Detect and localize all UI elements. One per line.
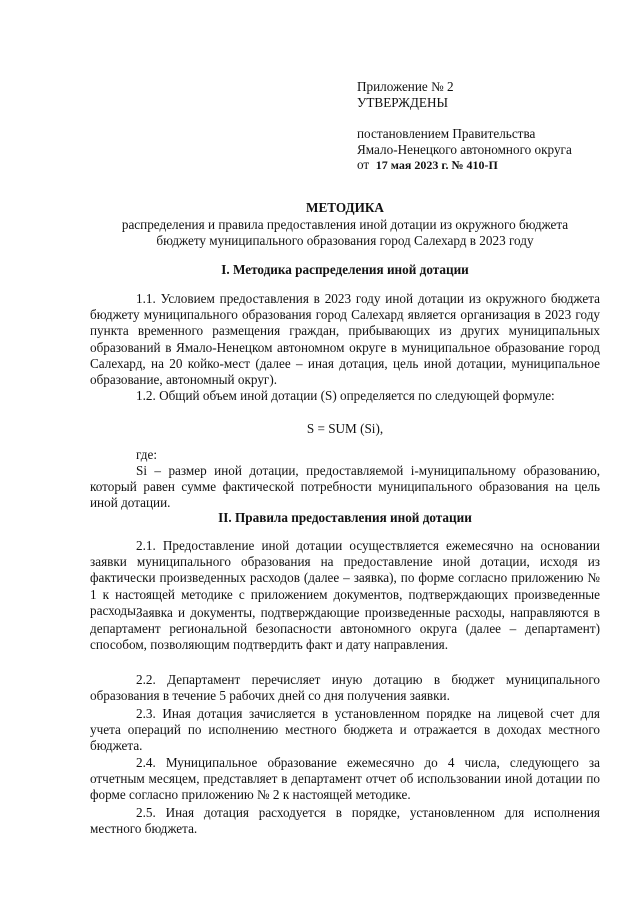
paragraph-2-4: 2.4. Муниципальное образование ежемесячно до 4 числа, следующего за отчетным месяцем, представляет в департамент отчет об использовании иной дотации по форме согласно приложению № 2 к настоящей методике. — [90, 755, 600, 803]
paragraph-2-1: 2.1. Предоставление иной дотации осуществляется ежемесячно на основании заявки муниципального образования на предоставление иной дотации, исходя из фактически произведенных расходов (далее – заявка), по форме согласно приложению № 1 к настоящей методике с приложением документов, подтверждающих произведенные расходы. — [90, 538, 600, 618]
si-definition: Si – размер иной дотации, предоставляемой i-муниципальному образованию, который равен сумме фактической потребности муниципального образования на цель иной дотации. — [90, 463, 600, 511]
paragraph-2-1b: Заявка и документы, подтверждающие произведенные расходы, направляются в департамент региональной безопасности автономного округа (далее – департамент) способом, позволяющим подтвердить факт и дату направления. — [90, 605, 600, 653]
formula: S = SUM (Si), — [306, 421, 384, 436]
title-line-1: распределения и правила предоставления иной дотации из окружного бюджета — [121, 217, 569, 232]
title-line-2: бюджету муниципального образования город Салехард в 2023 году — [156, 233, 534, 248]
decree-line-2: Ямало-Ненецкого автономного округа — [357, 141, 572, 157]
where-label: где: — [136, 447, 157, 462]
paragraph-1-1: 1.1. Условием предоставления в 2023 году иной дотации из окружного бюджета бюджету муниципального образования город Салехард является организация в 2023 году пункта временного размещения граждан, прибывающих из других муниципальных образований в Ямало-Ненецком автономном округе в муниципальное образование город Салехард, на 20 койко-мест (далее – иная дотация, цель иной дотации, муниципальное образование, автономный округ). — [90, 291, 600, 388]
document-title: МЕТОДИКА — [306, 200, 384, 215]
section-2-heading: II. Правила предоставления иной дотации — [218, 510, 472, 525]
decree-date — [357, 157, 572, 174]
paragraph-2-5: 2.5. Иная дотация расходуется в порядке, установленном для исполнения местного бюджета. — [90, 805, 600, 837]
paragraph-1-2: 1.2. Общий объем иной дотации (S) определяется по следующей формуле: — [136, 388, 555, 403]
paragraph-2-3: 2.3. Иная дотация зачисляется в установленном порядке на лицевой счет для учета операций по исполнению местного бюджета и отражается в доходах местного бюджета. — [90, 706, 600, 754]
date-value: 17 мая 2023 г. № 410-П — [375, 158, 498, 172]
paragraph-2-2: 2.2. Департамент перечисляет иную дотацию в бюджет муниципального образования в течение 5 рабочих дней со дня получения заявки. — [90, 672, 600, 704]
approval-block — [357, 79, 572, 174]
appendix-label: Приложение № 2 — [357, 79, 454, 94]
approved-label: УТВЕРЖДЕНЫ — [357, 94, 449, 110]
section-1-heading: I. Методика распределения иной дотации — [221, 262, 469, 277]
date-prefix: от — [357, 157, 370, 172]
decree-line-1: постановлением Правительства — [357, 126, 536, 141]
